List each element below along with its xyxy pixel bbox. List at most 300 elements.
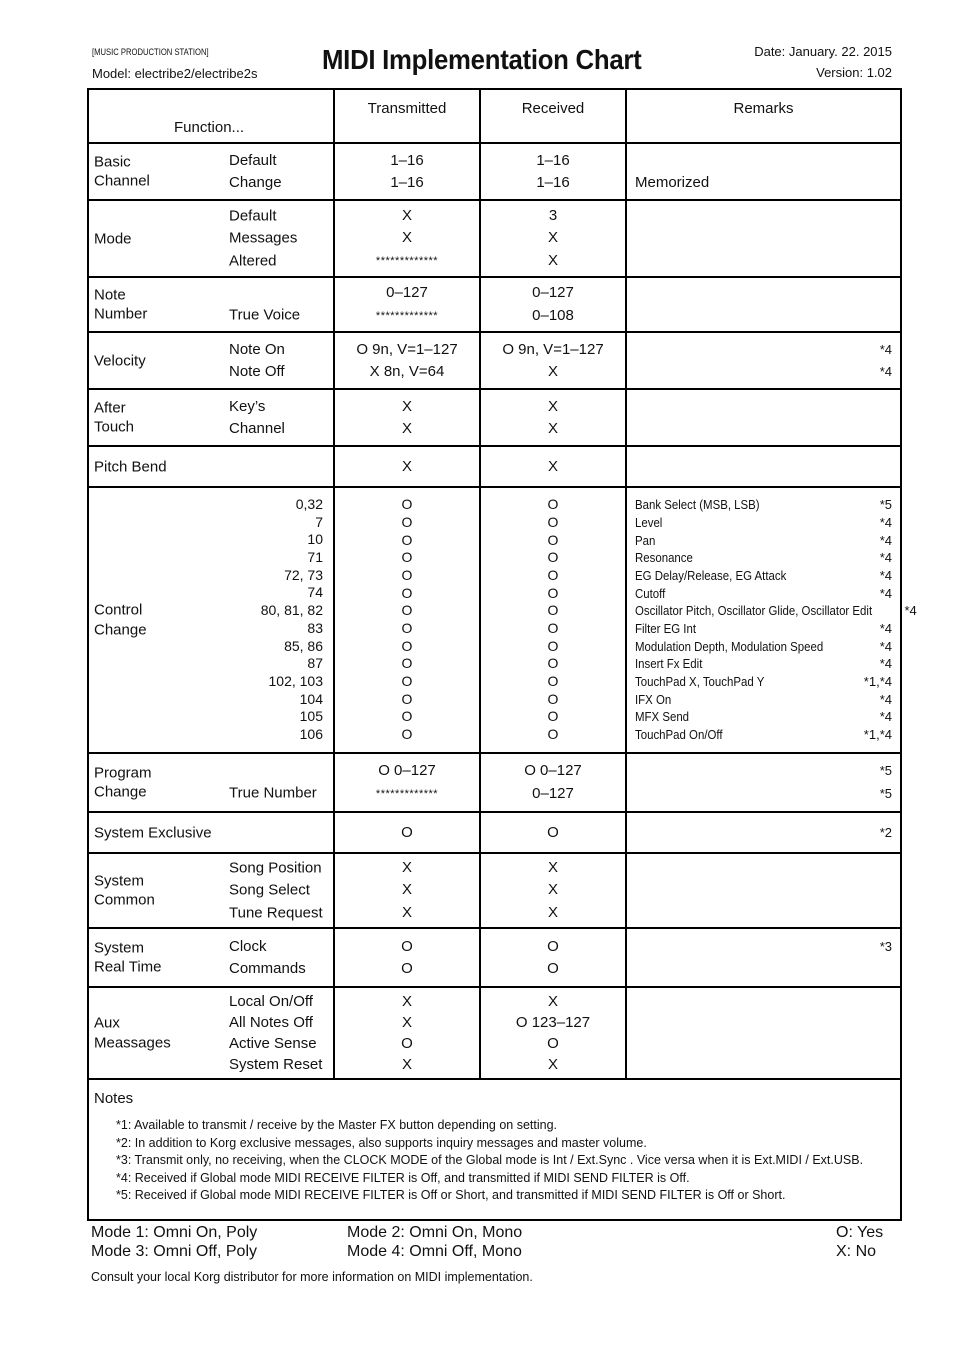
remarks-cell (626, 332, 901, 389)
transmitted-cell (334, 277, 480, 332)
function-sub-label (229, 282, 300, 305)
legend-symbols (836, 1223, 883, 1261)
note-item: *1: Available to transmit / receive by the Master FX button depending on setting. (116, 1118, 557, 1132)
remarks-header-cell (626, 89, 901, 143)
received-cell (480, 389, 626, 446)
received-value: X (547, 1056, 558, 1073)
received-cell (480, 332, 626, 389)
header-model: Model: electribe2/electribe2s (92, 66, 258, 81)
function-group-line: Program (94, 764, 152, 781)
function-sub-label: True Number (229, 784, 317, 802)
received-cell (480, 277, 626, 332)
function-sub-label: 87 (307, 655, 323, 672)
received-value: O (547, 549, 559, 566)
remark-note-ref: *4 (879, 585, 892, 601)
received-header: Received (521, 100, 585, 117)
received-value: X (547, 457, 558, 475)
remarks-cell (626, 987, 901, 1079)
function-group-label (94, 938, 162, 977)
received-value: 0–108 (532, 306, 574, 324)
transmitted-value: O 9n, V=1–127 (356, 340, 458, 358)
received-value: O (547, 1035, 559, 1052)
remark-text: EG Delay/Release, EG Attack (635, 567, 787, 583)
received-value: O (547, 620, 559, 636)
received-value: 0–127 (532, 284, 574, 301)
remark-note-ref: *2 (879, 824, 892, 840)
header-version: Version: 1.02 (816, 65, 892, 80)
function-sub-label: 105 (299, 708, 323, 725)
function-sub-labels (229, 936, 306, 980)
function-sub-label: Note Off (229, 362, 285, 380)
transmitted-value: O (401, 496, 413, 513)
function-cell (88, 853, 334, 928)
function-group-label (94, 1014, 171, 1053)
function-sub-label: 71 (307, 549, 323, 566)
function-cell (88, 332, 334, 389)
transmitted-value: ************* (375, 309, 439, 322)
legend-mode4: Mode 4: Omni Off, Mono (347, 1243, 522, 1260)
transmitted-value: X (401, 397, 412, 415)
legend-mode-col2 (347, 1223, 522, 1261)
transmitted-cell (334, 389, 480, 446)
notes-list (116, 1117, 900, 1205)
received-cell (480, 487, 626, 753)
remark-line (635, 549, 892, 567)
remark-text: Filter EG Int (635, 621, 697, 636)
function-group-line: Basic (94, 153, 131, 170)
received-value: O (547, 531, 559, 548)
remark-note-ref: *5 (879, 785, 892, 801)
function-sub-label: Altered (229, 251, 277, 269)
remark-line (635, 361, 892, 383)
function-sub-label: Key’s (229, 397, 266, 415)
function-group-line: Note (94, 286, 126, 303)
remark-note-ref: *4 (879, 532, 892, 548)
function-group-label (94, 823, 212, 843)
remark-note-ref: *1,*4 (863, 674, 892, 690)
received-value: O (547, 584, 559, 601)
received-value: 3 (548, 206, 558, 224)
function-sub-label: Default (229, 206, 277, 224)
transmitted-value: O (401, 726, 413, 743)
remark-line (635, 638, 892, 656)
function-sub-label: 102, 103 (268, 673, 323, 690)
function-sub-labels (229, 282, 300, 327)
transmitted-value: O (401, 531, 413, 548)
remark-note-ref: *4 (879, 567, 892, 583)
function-group-label (94, 457, 167, 477)
remarks-cell (626, 389, 901, 446)
received-value: 1–16 (536, 173, 570, 191)
transmitted-cell (334, 928, 480, 987)
received-value: O (547, 937, 559, 955)
transmitted-value: O 0–127 (378, 762, 436, 779)
function-group-line: After (94, 399, 126, 416)
transmitted-value: O (401, 708, 413, 725)
remark-note-ref: *5 (879, 763, 892, 778)
remark-line (635, 532, 892, 550)
remark-line (635, 760, 892, 783)
chart-row (88, 200, 901, 277)
received-value: O 123–127 (515, 1014, 591, 1031)
received-value: X (547, 362, 558, 380)
transmitted-cell (334, 143, 480, 200)
legend-no: X: No (836, 1243, 877, 1260)
function-group-line: System (94, 872, 145, 889)
received-cell (480, 446, 626, 487)
chart-row (88, 487, 901, 753)
received-value: X (547, 993, 558, 1010)
transmitted-value: ************* (375, 254, 439, 267)
legend-mode2: Mode 2: Omni On, Mono (347, 1224, 523, 1241)
remark-line (635, 620, 892, 638)
note-item: *3: Transmit only, no receiving, when the CLOCK MODE of the Global mode is Int / Ext.Sync . Vice versa when it is Ext.MIDI / Ext.USB. (116, 1153, 864, 1167)
function-header: Function... (174, 119, 245, 136)
transmitted-cell (334, 332, 480, 389)
function-cell (88, 487, 334, 753)
notes-title: Notes (94, 1090, 134, 1107)
received-value: X (547, 397, 558, 415)
transmitted-cell (334, 446, 480, 487)
function-cell (88, 446, 334, 487)
function-sub-labels (229, 760, 317, 805)
transmitted-value: X (401, 1056, 412, 1073)
chart-row (88, 389, 901, 446)
received-value: O (547, 566, 559, 583)
transmitted-value: O (401, 823, 413, 841)
function-group-label (94, 285, 147, 324)
function-sub-label: 7 (315, 513, 323, 530)
remark-note-ref: *5 (879, 497, 892, 513)
received-value: O (547, 602, 559, 619)
function-sub-label: 74 (307, 584, 323, 601)
note-item: *4: Received if Global mode MIDI RECEIVE FILTER is Off, and transmitted if MIDI SEND FILTER is Off. (116, 1170, 690, 1185)
remarks-cell (626, 200, 901, 277)
transmitted-value: X (401, 903, 412, 921)
remark-note-ref: *4 (879, 691, 892, 707)
chart-row (88, 928, 901, 987)
transmitted-value: 1–16 (390, 173, 424, 191)
remark-note-ref: *4 (879, 341, 892, 357)
remark-text: Bank Select (MSB, LSB) (635, 497, 760, 513)
remark-text: TouchPad X, TouchPad Y (635, 674, 765, 690)
transmitted-value: O (401, 673, 413, 690)
transmitted-header-cell (334, 89, 480, 143)
legend-yes: O: Yes (836, 1224, 884, 1241)
transmitted-value: O (401, 959, 413, 977)
function-group-line: Control (94, 601, 143, 619)
remark-note-ref: *4 (879, 709, 892, 725)
function-group-line: System Exclusive (94, 823, 212, 841)
chart-row (88, 812, 901, 853)
function-sub-label: 85, 86 (284, 637, 323, 654)
function-header-cell (88, 89, 334, 143)
received-cell (480, 987, 626, 1079)
remark-text: Memorized (635, 173, 710, 191)
transmitted-value: ************* (375, 787, 439, 800)
transmitted-cell (334, 987, 480, 1079)
note-item: *5: Received if Global mode MIDI RECEIVE FILTER is Off or Short, and transmitted if MIDI SEND FILTER is Off or Short. (116, 1188, 786, 1202)
remarks-cell (626, 753, 901, 812)
remark-note-ref: *4 (879, 656, 892, 672)
function-sub-labels (229, 396, 285, 440)
remark-line (635, 673, 892, 691)
function-group-line: Common (94, 891, 155, 909)
function-sub-label: Messages (229, 229, 298, 247)
remark-text: MFX Send (635, 709, 690, 725)
function-cell (88, 389, 334, 446)
midi-chart-table (87, 88, 917, 1221)
transmitted-value: 1–16 (390, 151, 424, 169)
remark-line (635, 585, 892, 603)
received-value: 1–16 (536, 151, 570, 169)
received-cell (480, 812, 626, 853)
remark-line (635, 783, 892, 806)
received-value: 0–127 (532, 784, 574, 802)
function-sub-label: All Notes Off (229, 1014, 313, 1031)
remarks-cell (626, 143, 901, 200)
function-sub-label: Song Select (229, 881, 310, 899)
notes-row (88, 1079, 901, 1220)
function-group-label (94, 601, 147, 640)
remarks-cell (626, 853, 901, 928)
remark-text: Modulation Depth, Modulation Speed (635, 638, 824, 654)
function-group-line: Number (94, 305, 148, 323)
function-group-line: Channel (94, 172, 150, 190)
remark-text: Insert Fx Edit (635, 656, 703, 672)
transmitted-cell (334, 853, 480, 928)
received-value: O (547, 637, 559, 654)
transmitted-cell (334, 487, 480, 753)
received-value: O 0–127 (524, 762, 582, 779)
function-group-label (94, 871, 155, 910)
remark-line (635, 823, 892, 843)
received-value: X (547, 881, 558, 899)
notes-cell (88, 1079, 901, 1220)
function-group-line: Mode (94, 229, 132, 247)
transmitted-value: X (401, 858, 412, 876)
function-sub-label: System Reset (229, 1056, 323, 1073)
received-value: O 9n, V=1–127 (502, 340, 604, 358)
transmitted-value: O (401, 1035, 413, 1052)
received-cell (480, 753, 626, 812)
transmitted-value: O (401, 584, 413, 601)
received-value: X (547, 419, 558, 437)
remark-line (635, 150, 892, 172)
transmitted-value: O (401, 549, 413, 566)
function-sub-label: 0,32 (295, 496, 323, 513)
function-group-line: Touch (94, 418, 135, 436)
function-group-line: Real Time (94, 958, 162, 976)
remark-note-ref: *4 (904, 603, 917, 619)
received-value: X (547, 251, 558, 269)
transmitted-value: O (401, 566, 413, 583)
received-cell (480, 143, 626, 200)
header-date: Date: January. 22. 2015 (754, 44, 892, 59)
remark-note-ref: *4 (879, 363, 892, 379)
received-value: O (547, 708, 559, 725)
transmitted-value: 0–127 (386, 284, 428, 301)
remark-note-ref: *1,*4 (863, 727, 892, 743)
page-title: MIDI Implementation Chart (322, 44, 642, 75)
function-sub-label: Change (229, 173, 282, 191)
remark-text: Pan (635, 532, 656, 548)
remarks-cell (626, 812, 901, 853)
function-sub-labels (229, 857, 323, 925)
remark-note-ref: *4 (879, 514, 892, 530)
received-cell (480, 928, 626, 987)
received-value: O (547, 496, 559, 513)
received-value: X (547, 903, 558, 921)
function-group-label (94, 152, 150, 191)
remarks-cell (626, 928, 901, 987)
transmitted-value: X (401, 206, 412, 224)
transmitted-value: O (401, 937, 413, 955)
function-group-line: Velocity (94, 351, 146, 369)
remark-line (635, 496, 892, 514)
remark-text: Oscillator Pitch, Oscillator Glide, Oscillator Edit (635, 603, 873, 619)
received-cell (480, 200, 626, 277)
chart-row (88, 987, 901, 1079)
transmitted-value: X (401, 881, 412, 899)
received-value: O (547, 513, 559, 530)
received-value: O (547, 726, 559, 743)
function-sub-labels (229, 339, 285, 383)
function-sub-label: Song Position (229, 858, 322, 876)
function-group-line: System (94, 939, 145, 956)
chart-row (88, 446, 901, 487)
note-item: *2: In addition to Korg exclusive messages, also supports inquiry messages and master volume. (116, 1135, 647, 1150)
function-sub-label: 80, 81, 82 (260, 602, 323, 619)
function-sub-label: 10 (307, 531, 323, 548)
function-group-line: Change (94, 621, 147, 638)
chart-row (88, 753, 901, 812)
transmitted-value: O (401, 655, 413, 672)
header-series: [MUSIC PRODUCTION STATION] (92, 47, 209, 57)
function-cell (88, 753, 334, 812)
function-group-line: Pitch Bend (94, 457, 167, 475)
function-sub-label: 104 (299, 690, 323, 707)
received-header-cell (480, 89, 626, 143)
function-sub-label: True Voice (229, 306, 301, 324)
transmitted-value: X (401, 1014, 412, 1031)
remark-note-ref: *4 (879, 638, 892, 654)
received-value: O (547, 673, 559, 690)
function-sub-labels (229, 150, 282, 194)
legend-mode-col1 (91, 1223, 257, 1261)
footer-note: Consult your local Korg distributor for more information on MIDI implementation. (91, 1270, 533, 1284)
function-sub-labels (229, 205, 297, 273)
remarks-header: Remarks (733, 100, 794, 117)
received-value: X (547, 229, 558, 247)
remarks-cell (626, 487, 917, 753)
function-sub-label: 72, 73 (284, 566, 323, 583)
function-sub-label: Default (229, 151, 277, 169)
function-sub-labels (261, 496, 323, 744)
remark-line (635, 655, 892, 673)
function-sub-label (229, 760, 317, 783)
transmitted-cell (334, 200, 480, 277)
transmitted-value: O (401, 602, 413, 619)
function-sub-label: Tune Request (229, 903, 323, 921)
function-sub-label: Local On/Off (229, 993, 313, 1010)
legend-mode1: Mode 1: Omni On, Poly (91, 1224, 258, 1241)
received-value: O (547, 690, 559, 707)
received-value: X (547, 858, 558, 876)
remark-line (635, 339, 892, 361)
column-header-row (88, 89, 901, 143)
transmitted-value: O (401, 637, 413, 654)
remark-note-ref: *4 (879, 550, 892, 566)
legend-mode3: Mode 3: Omni Off, Poly (91, 1243, 257, 1260)
received-cell (480, 853, 626, 928)
function-sub-label: 83 (307, 620, 323, 636)
remark-line (635, 726, 892, 744)
remark-text: TouchPad On/Off (635, 727, 723, 743)
function-group-label (94, 229, 132, 249)
function-group-line: Change (94, 783, 147, 801)
function-sub-labels (229, 991, 322, 1075)
function-group-line: Aux (94, 1014, 120, 1032)
function-sub-label: Active Sense (229, 1035, 317, 1052)
transmitted-value: X (401, 457, 412, 475)
remark-line (635, 708, 892, 726)
transmitted-cell (334, 812, 480, 853)
transmitted-value: O (401, 690, 413, 707)
function-sub-label: Commands (229, 959, 306, 977)
transmitted-value: O (401, 513, 413, 530)
transmitted-cell (334, 753, 480, 812)
remark-text: IFX On (635, 691, 672, 707)
received-value: O (547, 823, 559, 841)
received-value: O (547, 655, 559, 672)
remark-note-ref: *4 (879, 621, 892, 636)
transmitted-value: X (401, 229, 412, 247)
chart-row (88, 277, 901, 332)
function-sub-label: Clock (229, 937, 267, 955)
function-cell (88, 200, 334, 277)
function-group-label (94, 763, 152, 802)
function-group-line: Meassages (94, 1034, 171, 1051)
remark-line (635, 602, 917, 620)
transmitted-value: X (401, 419, 412, 437)
remark-line (635, 958, 892, 980)
received-value: O (547, 959, 559, 977)
remark-note-ref: *3 (879, 938, 892, 954)
chart-row (88, 853, 901, 928)
function-cell (88, 928, 334, 987)
function-cell (88, 987, 334, 1079)
transmitted-value: X (401, 993, 412, 1010)
chart-row (88, 332, 901, 389)
transmitted-header: Transmitted (367, 100, 447, 117)
function-group-label (94, 351, 146, 371)
remark-text: Level (635, 514, 663, 530)
remark-line (635, 514, 892, 532)
remark-line (635, 172, 892, 194)
remark-text: Resonance (635, 550, 693, 566)
function-sub-label: Channel (229, 419, 285, 437)
transmitted-value: O (401, 620, 413, 636)
transmitted-value: X 8n, V=64 (369, 362, 445, 380)
remark-text: Cutoff (635, 585, 666, 601)
remark-line (635, 936, 892, 958)
remarks-cell (626, 277, 901, 332)
remarks-cell (626, 446, 901, 487)
chart-row (88, 143, 901, 200)
function-group-label (94, 398, 134, 437)
remark-line (635, 567, 892, 585)
